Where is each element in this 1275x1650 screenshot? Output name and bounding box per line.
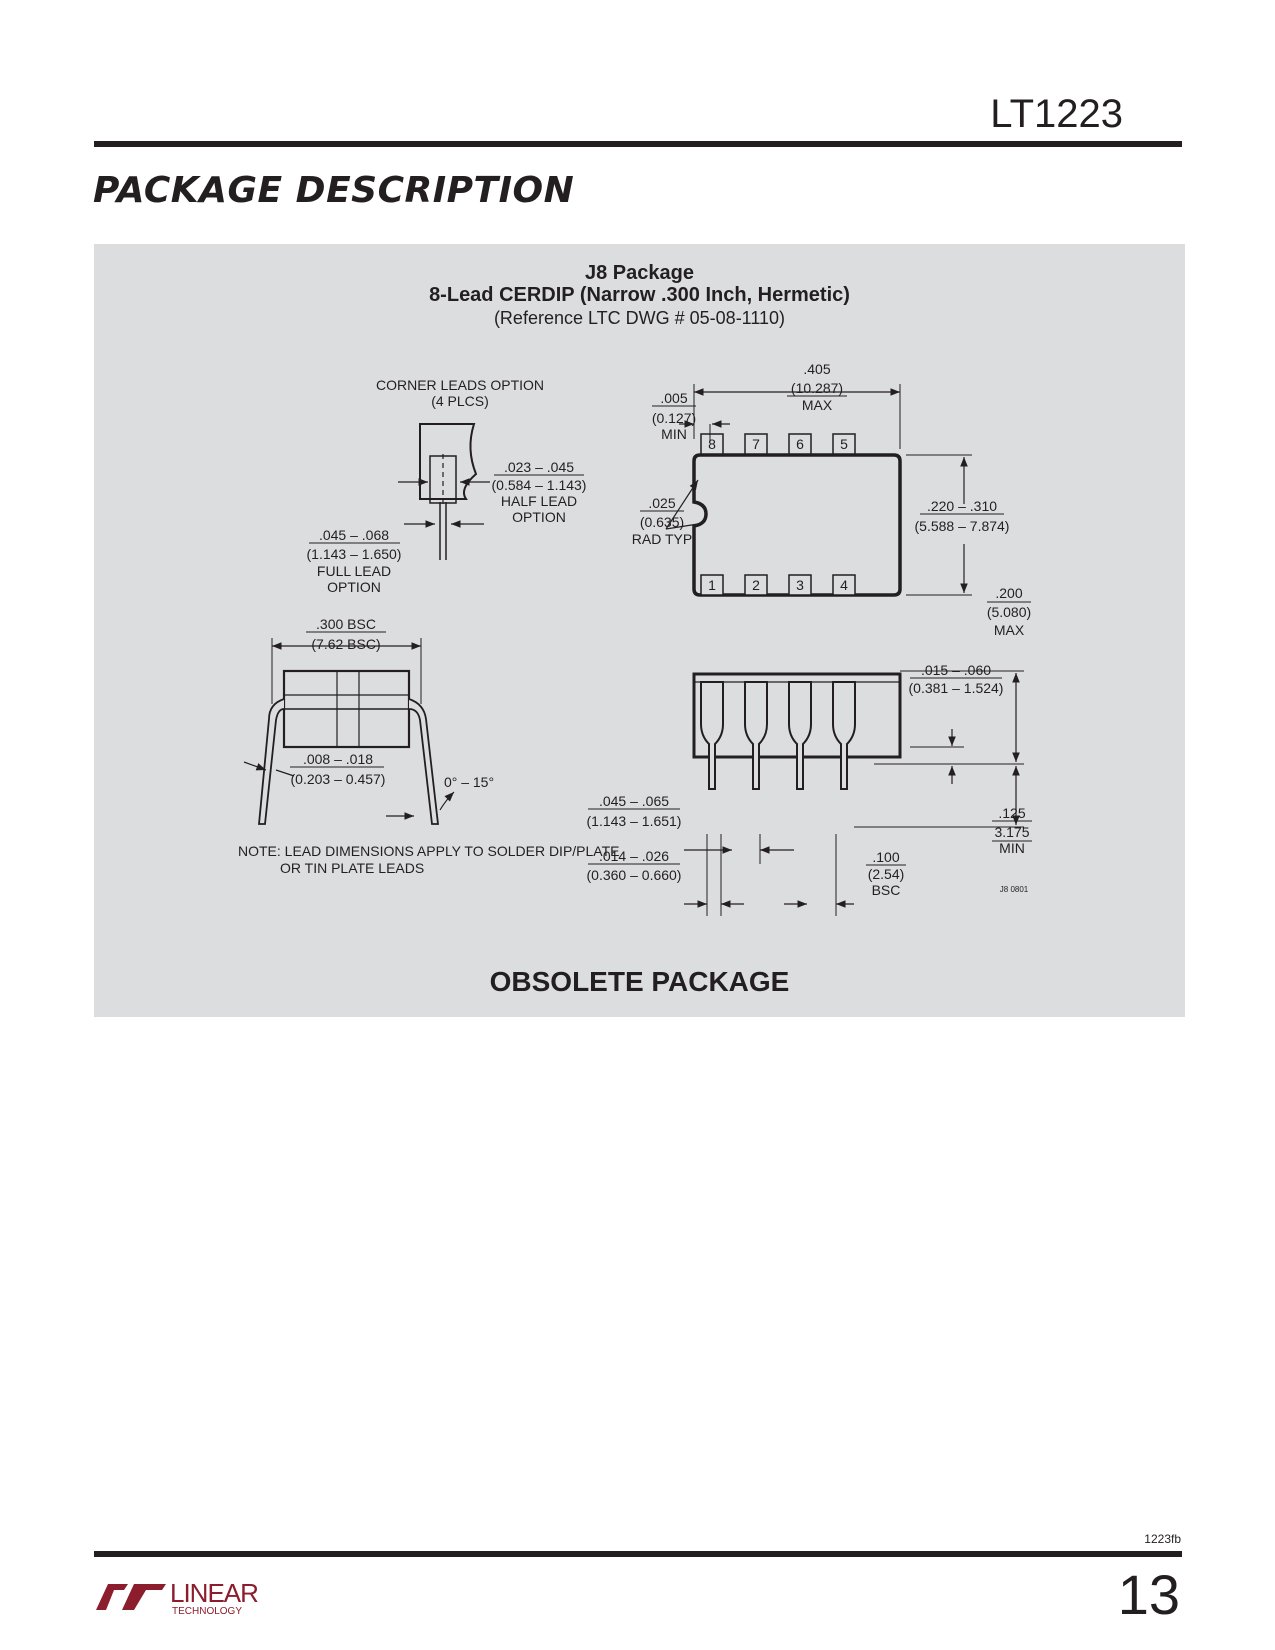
svg-text:7: 7 xyxy=(752,436,760,452)
lead-014-dim-1: .014 – .026 xyxy=(598,848,670,864)
corner-lead-detail xyxy=(398,424,490,560)
package-subtitle: 8-Lead CERDIP (Narrow .300 Inch, Hermetic) xyxy=(429,284,850,306)
svg-text:8: 8 xyxy=(708,436,716,452)
doc-code: 1223fb xyxy=(1144,1532,1181,1546)
section-title: PACKAGE DESCRIPTION xyxy=(93,170,575,211)
pin-label-7 xyxy=(745,434,767,454)
top-view xyxy=(666,384,972,595)
note-line-2: OR TIN PLATE LEADS xyxy=(280,860,425,876)
top-rule xyxy=(94,141,1182,147)
half-lead-dim-4: OPTION xyxy=(512,509,566,525)
pitch-100-dim-3: BSC xyxy=(871,882,901,898)
length-405-dim-2: (10.287) xyxy=(790,380,844,396)
full-lead-dim-4: OPTION xyxy=(327,579,381,595)
svg-text:5: 5 xyxy=(840,436,848,452)
note-line-1: NOTE: LEAD DIMENSIONS APPLY TO SOLDER DIP/PLATE xyxy=(238,843,620,859)
radius-025-dim-3: RAD TYP xyxy=(631,531,693,547)
full-lead-dim-2: (1.143 – 1.650) xyxy=(306,546,402,562)
radius-025-dim-1: .025 xyxy=(648,495,676,511)
side-view xyxy=(684,671,1024,916)
gap-005-dim-3: MIN xyxy=(661,426,687,442)
half-lead-dim-1: .023 – .045 xyxy=(503,459,575,475)
pin-label-1 xyxy=(701,575,723,595)
side-lead xyxy=(789,682,811,789)
gap-005-dim-1: .005 xyxy=(660,390,688,406)
page-number: 13 xyxy=(1117,1563,1180,1626)
lead-125-dim-1: .125 xyxy=(998,805,1026,821)
lead-angle-dim: 0° – 15° xyxy=(443,774,495,790)
width-300-dim-1: .300 BSC xyxy=(316,616,376,632)
svg-text:2: 2 xyxy=(752,577,760,593)
seat-015-dim-1: .015 – .060 xyxy=(920,662,992,678)
lead-thickness-dim-1: .008 – .018 xyxy=(302,751,374,767)
height-200-dim-3: MAX xyxy=(993,622,1025,638)
linear-technology-logo xyxy=(94,1574,264,1616)
svg-text:6: 6 xyxy=(796,436,804,452)
lead-125-dim-3: MIN xyxy=(999,840,1025,856)
corner-leads-label-1: CORNER LEADS OPTION xyxy=(375,377,545,393)
pin-label-8 xyxy=(701,434,723,454)
part-number: LT1223 xyxy=(990,92,1123,136)
obsolete-package-label: OBSOLETE PACKAGE xyxy=(489,966,790,997)
half-lead-dim-2: (0.584 – 1.143) xyxy=(491,477,587,493)
svg-text:LINEAR: LINEAR xyxy=(170,1578,258,1608)
drawing-code: J8 0801 xyxy=(999,885,1029,894)
gap-005-dim-2: (0.127) xyxy=(651,410,697,426)
lead-014-dim-2: (0.360 – 0.660) xyxy=(586,867,682,883)
height-200-dim-2: (5.080) xyxy=(986,604,1032,620)
side-lead xyxy=(745,682,767,789)
full-lead-dim-3: FULL LEAD xyxy=(316,563,392,579)
pitch-100-dim-1: .100 xyxy=(872,849,900,865)
svg-text:3: 3 xyxy=(796,577,804,593)
package-title: J8 Package xyxy=(585,262,694,284)
lead-125-dim-2: 3.175 xyxy=(994,824,1030,840)
height-200-dim-1: .200 xyxy=(995,585,1023,601)
width-220-dim-1: .220 – .310 xyxy=(926,498,998,514)
radius-025-dim-2: (0.635) xyxy=(639,514,685,530)
end-view xyxy=(244,638,454,824)
pitch-100-dim-2: (2.54) xyxy=(867,866,905,882)
package-mechanical-drawing xyxy=(94,244,1185,1017)
pin-label-4 xyxy=(833,575,855,595)
side-lead xyxy=(701,682,723,789)
seat-015-dim-2: (0.381 – 1.524) xyxy=(908,680,1004,696)
pin-label-3 xyxy=(789,575,811,595)
package-drawing-panel xyxy=(94,244,1185,1017)
svg-text:1: 1 xyxy=(708,577,716,593)
width-300-dim-2: (7.62 BSC) xyxy=(311,636,381,652)
corner-leads-label-2: (4 PLCS) xyxy=(431,393,489,409)
shoulder-045-dim-1: .045 – .065 xyxy=(598,793,670,809)
width-220-dim-2: (5.588 – 7.874) xyxy=(914,518,1010,534)
length-405-dim-3: MAX xyxy=(801,397,833,413)
pin-label-6 xyxy=(789,434,811,454)
side-lead xyxy=(833,682,855,789)
svg-text:TECHNOLOGY: TECHNOLOGY xyxy=(172,1606,243,1616)
full-lead-dim-1: .045 – .068 xyxy=(318,527,390,543)
length-405-dim-1: .405 xyxy=(803,361,831,377)
half-lead-dim-3: HALF LEAD xyxy=(500,493,578,509)
pin-label-5 xyxy=(833,434,855,454)
package-reference: (Reference LTC DWG # 05-08-1110) xyxy=(493,308,786,328)
lead-thickness-dim-2: (0.203 – 0.457) xyxy=(290,771,386,787)
pin-label-2 xyxy=(745,575,767,595)
bottom-rule xyxy=(94,1551,1182,1557)
shoulder-045-dim-2: (1.143 – 1.651) xyxy=(586,813,682,829)
svg-text:4: 4 xyxy=(840,577,848,593)
